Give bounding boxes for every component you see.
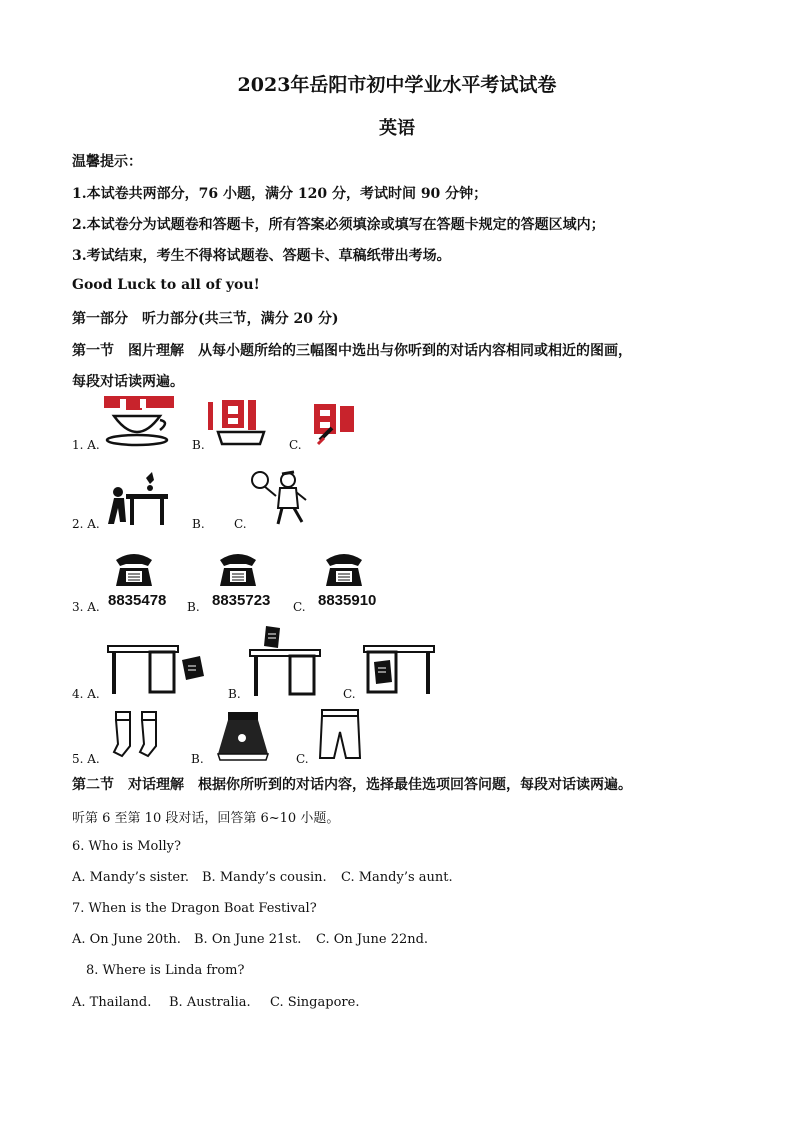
question-8-stem: 8. Where is Linda from? [86, 963, 245, 978]
part1-heading: 第一部分 听力部分(共三节，满分 20 分) [72, 311, 339, 327]
greeting: Good Luck to all of you! [72, 277, 260, 293]
q5-label: 5. A. [72, 752, 100, 766]
q4-label: 4. A. [72, 687, 100, 701]
q1-option-c: C. [289, 438, 302, 452]
section1-instruction: 第一节 图片理解 从每小题所给的三幅图中选出与你听到的对话内容相同或相近的图画， [72, 343, 632, 359]
question-7-stem: 7. When is the Dragon Boat Festival? [72, 901, 317, 916]
ping-pong-image [106, 468, 168, 530]
question-8-option-c: C. Singapore. [270, 995, 360, 1010]
notice-item-3: 3.考试结束，考生不得将试题卷、答题卡、草稿纸带出考场。 [72, 248, 451, 264]
section1-instruction-cont: 每段对话读两遍。 [72, 374, 184, 390]
notice-heading: 温馨提示： [72, 154, 142, 170]
question-7-option-c: C. On June 22nd. [316, 932, 429, 947]
skirt-image [216, 712, 270, 762]
telephone-icon [216, 550, 260, 590]
section2-heading: 第二节 对话理解 根据你所听到的对话内容，选择最佳选项回答问题，每段对话读两遍。 [72, 777, 632, 793]
tennis-player-image [248, 466, 314, 530]
q2-label: 2. A. [72, 517, 100, 531]
q4-option-c: C. [343, 687, 356, 701]
q4-option-b: B. [228, 687, 241, 701]
pan-image [206, 396, 266, 448]
question-7-option-a: A. On June 20th. [72, 932, 181, 947]
desk-book-image-b [250, 626, 330, 698]
question-7-option-b: B. On June 21st. [194, 932, 302, 947]
q3-label: 3. A. [72, 600, 100, 614]
scan-fragment-image [104, 396, 174, 410]
q2-option-b: B. [192, 517, 205, 531]
q1-label: 1. A. [72, 438, 100, 452]
shorts-image [316, 708, 366, 764]
question-6-option-b: B. Mandy’s cousin. [202, 870, 327, 885]
subject-title: 英语 [379, 118, 415, 139]
q5-option-c: C. [296, 752, 309, 766]
phone-number-b: 8835723 [212, 592, 271, 609]
exam-title: 2023年岳阳市初中学业水平考试试卷 [237, 74, 557, 96]
phone-number-a: 8835478 [108, 592, 167, 609]
knife-image [298, 400, 360, 450]
socks-image [112, 710, 166, 762]
question-6-stem: 6. Who is Molly? [72, 839, 181, 854]
desk-book-image-c [364, 646, 436, 698]
q3-option-c: C. [293, 600, 306, 614]
notice-item-2: 2.本试卷分为试题卷和答题卡，所有答案必须填涂或填写在答题卡规定的答题区域内； [72, 217, 605, 233]
telephone-icon [112, 550, 156, 590]
section2-instruction: 听第 6 至第 10 段对话，回答第 6~10 小题。 [72, 811, 340, 826]
question-6-option-c: C. Mandy’s aunt. [341, 870, 453, 885]
notice-item-1: 1.本试卷共两部分，76 小题，满分 120 分，考试时间 90 分钟； [72, 186, 488, 202]
desk-book-image-a [108, 646, 208, 698]
phone-number-c: 8835910 [318, 592, 377, 609]
question-8-option-b: B. Australia. [169, 995, 251, 1010]
q1-option-b: B. [192, 438, 205, 452]
q5-option-b: B. [191, 752, 204, 766]
question-6-option-a: A. Mandy’s sister. [72, 870, 190, 885]
question-8-option-a: A. Thailand. [72, 995, 152, 1010]
q3-option-b: B. [187, 600, 200, 614]
q2-option-c: C. [234, 517, 247, 531]
telephone-icon [322, 550, 366, 590]
